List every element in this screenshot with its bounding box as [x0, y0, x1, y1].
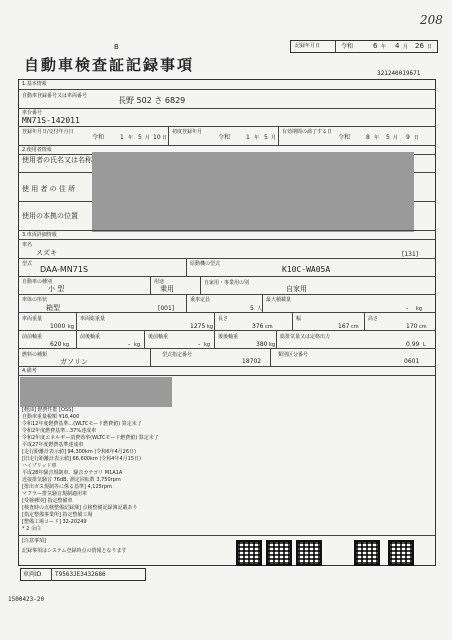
regdate-day: 10 [153, 134, 161, 141]
section-remarks-header: 4.備考 [22, 368, 37, 374]
section-user-header: 2.使用者情報 [22, 147, 52, 153]
regdate-year: 1 [120, 134, 124, 141]
expiry-era: 令和 [338, 134, 351, 141]
rear-rear-axle-unit: kg [269, 342, 276, 348]
remark-line: [排出ガス規制等に係る基準] 4,125rpm [22, 484, 112, 490]
displacement-value: 0.99 [406, 341, 420, 348]
record-date-era: 令和 [341, 43, 354, 50]
first-reg-year: 1 [246, 134, 250, 141]
car-id-label: 車両ID [23, 571, 42, 578]
user-name-label: 使用者の氏名又は名称 [22, 156, 92, 164]
biz-use-value: 自家用 [286, 285, 307, 293]
max-load-label: 最大積載量 [266, 297, 292, 303]
record-date-box [290, 40, 438, 53]
regdate-label: 登録年月日/交付年月日 [22, 129, 74, 135]
unit-day: 日 [427, 44, 433, 50]
unit-month: 月 [403, 44, 409, 50]
gross-weight-value: 1275 [190, 323, 206, 330]
record-date-month: 4 [395, 42, 400, 50]
rear-rear-axle-label: 後後軸重 [218, 334, 239, 340]
remark-line: 令和12年度燃費基準...(WLTCモード燃費値) 算定未了 [22, 421, 142, 427]
body-shape-code: [001] [158, 305, 175, 312]
unit-month: 月 [145, 135, 151, 141]
record-date-label: 記録年月日 [295, 43, 321, 49]
type-designation-label: 型式指定番号 [162, 352, 193, 358]
unit-year: 年 [254, 135, 260, 141]
category-number-value: 0601 [404, 358, 420, 365]
first-reg-label: 初度登録年月 [172, 129, 203, 135]
expiry-month: 5 [386, 134, 390, 141]
engine-label: 原動機の型式 [190, 261, 221, 267]
form-letter: B [114, 43, 119, 51]
remark-line: 自動車重量税額 ¥16,400 [22, 414, 80, 420]
chassis-value: MN71S-142011 [22, 116, 80, 125]
height-label: 高さ [368, 316, 379, 322]
qr-code-5 [388, 540, 414, 566]
remark-line: 平成28年騒音規制車、騒音カテゴリ M1A1A [22, 470, 123, 476]
notes-text: 記録事項はシステム登録時点の情報となります [22, 548, 127, 554]
height-unit: cm [419, 324, 427, 330]
unit-year: 年 [381, 44, 387, 50]
unit-year: 年 [128, 135, 134, 141]
capacity-label: 乗車定員 [190, 297, 211, 303]
remark-line: [受検種別] 指定整備車 [22, 498, 73, 504]
unit-month: 月 [271, 135, 277, 141]
notes-label: [注意事項] [22, 538, 46, 544]
front-rear-axle-label: 前後軸重 [80, 334, 101, 340]
expiry-label: 有効期間の満了する日 [282, 129, 333, 135]
reg-number-value: 長野 502 さ 6829 [118, 96, 186, 105]
qr-code-2 [266, 540, 292, 566]
section-vehicle-header: 3.車両詳細情報 [22, 232, 57, 238]
section-basic-header: 1.基本情報 [22, 81, 47, 87]
width-unit: cm [351, 324, 359, 330]
remark-line: * 2 余白 [22, 526, 41, 532]
type-designation-value: 18702 [242, 358, 262, 365]
expiry-day: 9 [406, 134, 410, 141]
remark-line: 近接排気騒音 76dB, 測定回転数 3,750rpm [22, 477, 121, 483]
front-rear-axle-unit: kg [134, 342, 141, 348]
gross-weight-unit: kg [207, 324, 214, 330]
rear-front-axle-value: - [198, 341, 201, 348]
remark-line: [軽油] 燃費性能 [OSS] [22, 407, 74, 413]
remark-line: 平成27年度燃費基準達成車 [22, 442, 84, 448]
remark-line: 令和2年度エネルギー消費効率(WLTCモード燃費値) 算定未了 [22, 435, 159, 441]
reg-number-label: 自動車登録番号又は車両番号 [22, 93, 88, 99]
qr-code-1 [236, 540, 262, 566]
car-id-value: T9563JE3432686 [55, 571, 106, 578]
expiry-year: 8 [366, 134, 370, 141]
remark-line: [検査時の点検整備記録簿] 点検整備記録簿記載あり [22, 505, 138, 511]
front-front-axle-unit: kg [63, 342, 70, 348]
footer-code: 1500423-20 [8, 596, 45, 603]
fuel-value: ガソリン [60, 358, 88, 366]
maker-value: スズキ [36, 249, 57, 257]
front-front-axle-value: 620 [50, 341, 62, 348]
regdate-month: 5 [138, 134, 142, 141]
height-value: 170 [406, 323, 418, 330]
length-value: 376 [252, 323, 264, 330]
first-reg-era: 令和 [218, 134, 231, 141]
qr-code-4 [354, 540, 380, 566]
redacted-remarks [20, 377, 172, 407]
vehicle-kind-label: 自動車の種別 [22, 279, 53, 285]
user-address-label: 使 用 者 の 住 所 [22, 185, 76, 193]
unit-year: 年 [374, 135, 380, 141]
model-value: DAA-MN71S [40, 265, 89, 274]
category-number-label: 類別区分番号 [278, 352, 309, 358]
unit-day: 日 [162, 135, 168, 141]
chassis-label: 車台番号 [22, 110, 43, 116]
record-date-year: 6 [373, 42, 378, 50]
width-value: 167 [338, 323, 350, 330]
handwritten-page-number: 208 [420, 13, 443, 27]
unit-day: 日 [414, 135, 420, 141]
remark-line: [指定整備事業所] 指定整備工場 [22, 512, 93, 518]
use-label: 用途 [154, 279, 165, 285]
length-label: 長さ [218, 316, 229, 322]
front-front-axle-label: 前前軸重 [22, 334, 43, 340]
maker-label: 車名 [22, 242, 33, 248]
first-reg-month: 5 [264, 134, 268, 141]
remark-line: 令和2年度燃費基準...37%達成車 [22, 428, 97, 434]
rear-front-axle-label: 後前軸重 [148, 334, 169, 340]
biz-use-label: 自家用・事業用の別 [204, 280, 250, 286]
displacement-unit: L [423, 342, 426, 348]
front-rear-axle-value: - [128, 341, 131, 348]
body-shape-value: 箱型 [46, 304, 60, 312]
car-id-box [20, 568, 146, 581]
max-load-value: - [406, 305, 409, 312]
engine-value: K10C-WA05A [282, 265, 331, 274]
weight-unit: kg [68, 324, 75, 330]
rear-rear-axle-value: 380 [256, 341, 268, 348]
qr-code-3 [296, 540, 322, 566]
length-unit: cm [265, 324, 273, 330]
max-load-unit: kg [416, 306, 423, 312]
document-number: 321240019671 [377, 70, 421, 77]
use-value: 乗用 [160, 285, 174, 293]
capacity-unit: 人 [257, 306, 263, 312]
weight-label: 車両重量 [22, 316, 43, 322]
remark-line: [旧走行距離計表示値] 66,600km (令和4年4月15日) [22, 456, 141, 462]
base-location-label: 使用の本拠の位置 [22, 212, 78, 220]
gross-weight-label: 車両総重量 [80, 316, 106, 322]
fuel-label: 燃料の種類 [22, 352, 48, 358]
displacement-label: 総排気量又は定格出力 [280, 334, 331, 340]
remark-line: ハイブリッド車 [22, 463, 57, 469]
redacted-user-info [92, 152, 414, 232]
width-label: 幅 [296, 316, 302, 322]
weight-value: 1000 [50, 323, 66, 330]
record-date-day: 26 [415, 42, 424, 50]
unit-month: 月 [393, 135, 399, 141]
regdate-era: 令和 [92, 134, 105, 141]
body-shape-label: 車体の形状 [22, 297, 48, 303]
remark-line: [走行距離計表示値] 94,300km (令和6年4月26日) [22, 449, 136, 455]
vehicle-kind-value: 小 型 [48, 285, 65, 293]
document-title: 自動車検査証記録事項 [24, 56, 195, 74]
remark-line: [整備工場コード] 32-20249 [22, 519, 87, 525]
maker-code: [131] [402, 251, 419, 258]
remark-line: マフラー排気騒音規制適用車 [22, 491, 88, 497]
capacity-value: 5 [250, 305, 254, 312]
rear-front-axle-unit: kg [204, 342, 211, 348]
model-label: 型式 [22, 261, 33, 267]
